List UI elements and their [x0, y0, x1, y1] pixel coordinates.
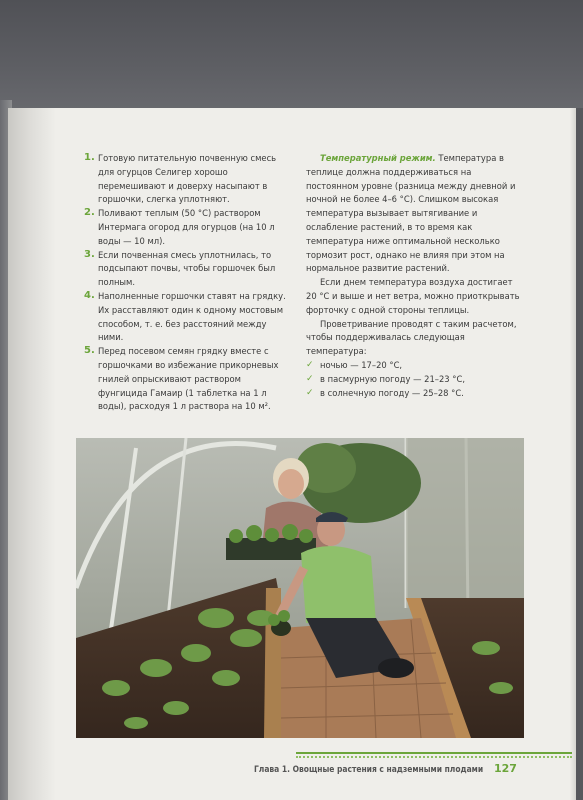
- step-text: Наполненные горшочки ставят на грядку. Их расставляют один к одному мостовым способом, т. е. без расстояний между ними.: [98, 290, 286, 343]
- section-lead: Температурный режим.: [320, 153, 436, 163]
- step-number: 2.: [84, 207, 95, 219]
- greenhouse-photo: [76, 438, 524, 738]
- step-item: [84, 290, 292, 345]
- step-text: Поливают теплым (50 °C) раствором Интермага огород для огурцов (на 10 л воды — 10 мл).: [98, 208, 275, 246]
- check-list-item: [306, 359, 524, 373]
- steps-column: [84, 152, 292, 414]
- page-edge: [570, 108, 576, 800]
- step-number: 4.: [84, 289, 95, 301]
- page-curl-shadow: [8, 108, 56, 800]
- check-item-text: ночью — 17–20 °C,: [320, 359, 403, 370]
- paragraph: [306, 152, 524, 276]
- chapter-title: Глава 1. Овощные растения с надземными плодами: [254, 764, 484, 774]
- paragraph: Если днем температура воздуха достигает 20 °C и выше и нет ветра, можно приоткрывать форточку с одной стороны теплицы.: [306, 277, 520, 315]
- step-number: 5.: [84, 345, 95, 357]
- greenhouse-illustration: [76, 438, 524, 738]
- paragraph-text: Температура в теплице должна поддерживаться на постоянном уровне (разница между дневной и ночной не более 4–6 °C). Слишком высокая температура вызывает вытягивание и ослабление растений, в то время как температура ниже оптимальной несколько тормозит рост, однако не влияя при этом на нормальное развитие растений.: [306, 153, 516, 274]
- step-text: Если почвенная смесь уплотнилась, то подсыпают почвы, чтобы горшочек был полным.: [98, 249, 276, 288]
- step-item: [84, 207, 292, 248]
- check-icon: ✓: [306, 373, 314, 384]
- check-icon: ✓: [306, 359, 314, 370]
- step-text: Перед посевом семян грядку вместе с горшочками во избежание прикорневых гнилей опрыскивают раствором фунгицида Гамаир (1 таблетка на 1 л воды), расходуя 1 л раствора на 10 м².: [98, 346, 279, 412]
- footer-dotted-rule: [296, 756, 572, 758]
- step-number: 3.: [84, 248, 95, 260]
- scan-background: [0, 0, 583, 108]
- step-item: [84, 249, 292, 290]
- step-text: Готовую питательную почвенную смесь для огурцов Селигер хорошо перемешивают и доверху насыпают в горшочки, слегка уплотняют.: [98, 153, 277, 205]
- step-item: [84, 152, 292, 207]
- check-list-item: [306, 387, 524, 401]
- paragraph: Проветривание проводят с таким расчетом, чтобы поддерживалась следующая температура:: [306, 318, 517, 357]
- check-item-text: в пасмурную погоду — 21–23 °C,: [320, 373, 465, 384]
- temperature-column: [306, 152, 524, 400]
- step-item: [84, 345, 292, 414]
- step-number: 1.: [84, 152, 95, 163]
- footer-rule: [296, 752, 572, 754]
- check-icon: ✓: [306, 387, 314, 398]
- check-item-text: в солнечную погоду — 25–28 °C.: [320, 387, 464, 398]
- check-list-item: [306, 373, 524, 387]
- page-number: 127: [494, 762, 517, 775]
